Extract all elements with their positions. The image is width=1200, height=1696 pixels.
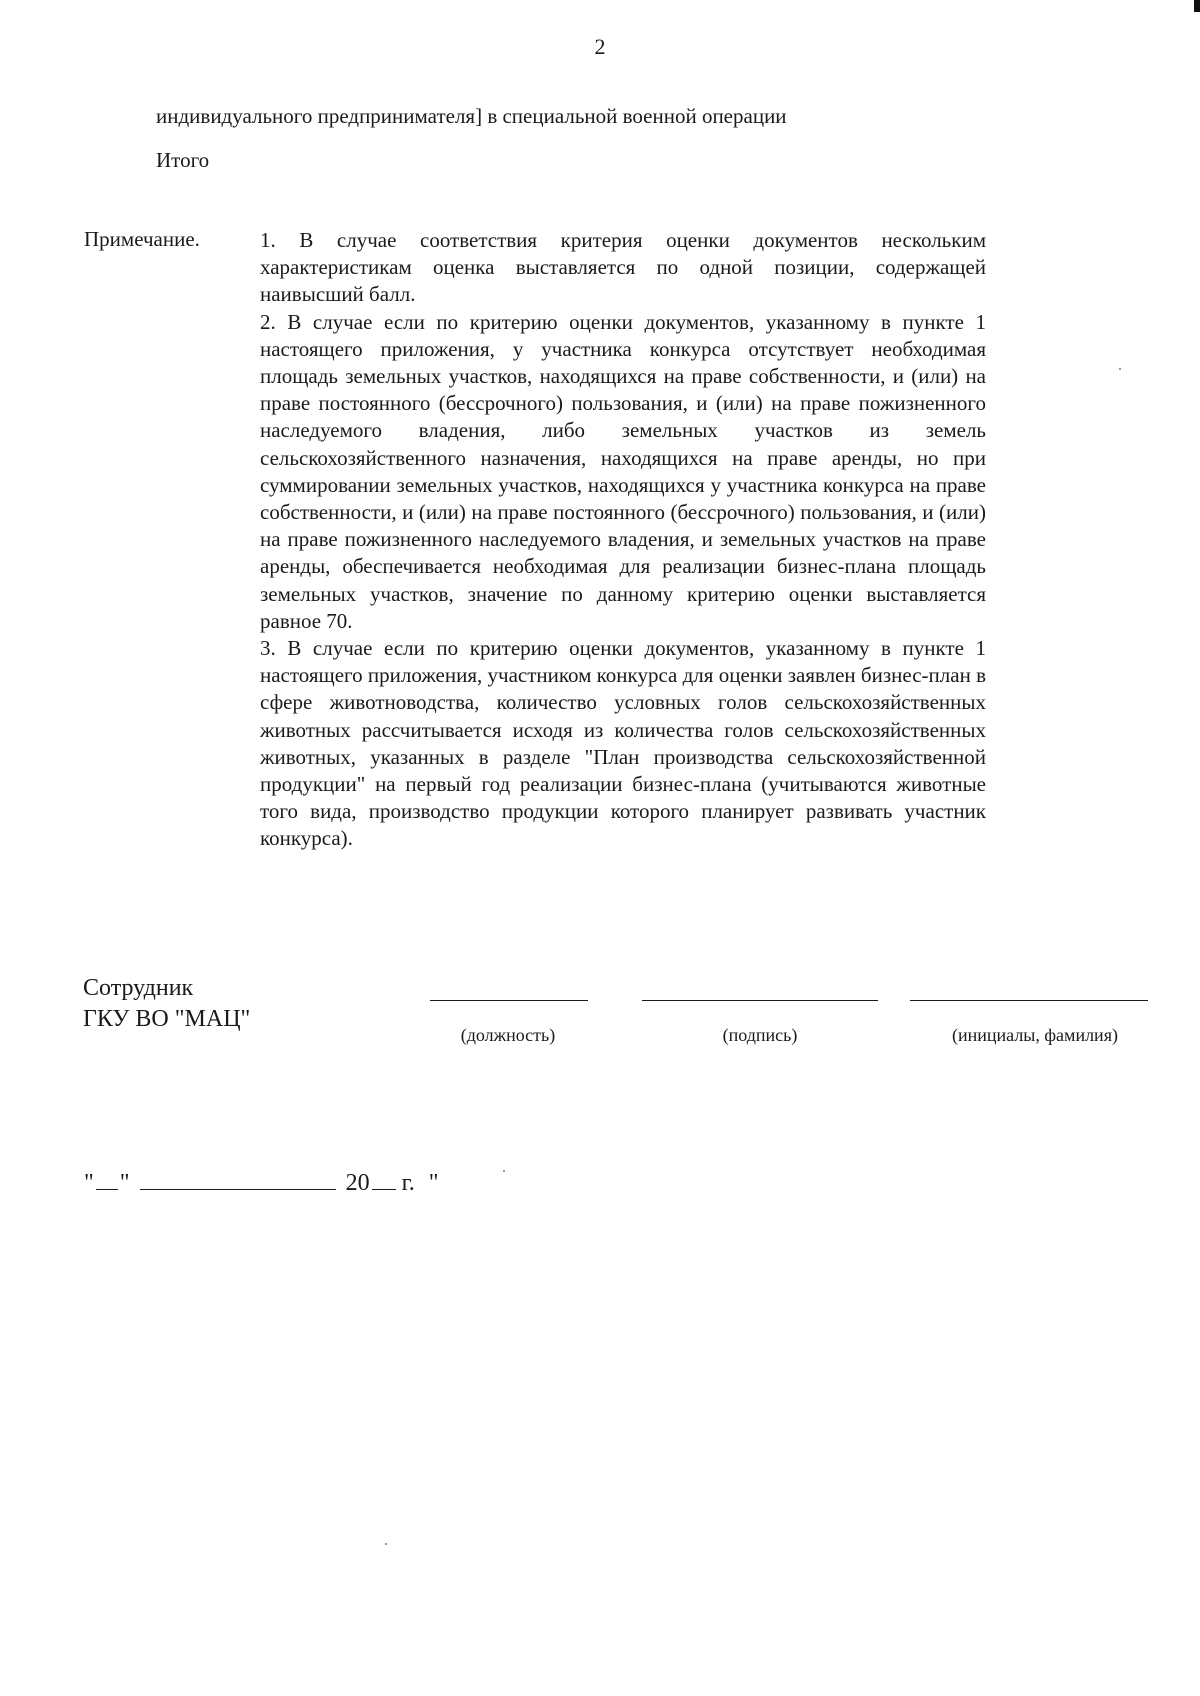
signature-line [642,1000,878,1001]
page-number: 2 [594,34,606,59]
note-item-1: 1. В случае соответствия критерия оценки документов нескольким характеристикам оценка выставляется по одной позиции, содержащей наивысший балл. [260,228,986,307]
table-continuation-text: индивидуального предпринимателя] в специальной военной операции [156,104,787,128]
position-signature-line [430,1000,588,1001]
total-label: Итого [156,148,210,172]
scan-speck [1119,368,1121,370]
date-open-quote: " [84,1170,94,1196]
date-close-quote: " [119,1170,130,1196]
year-suffix: г. [401,1170,415,1196]
signature-caption: (подпись) [722,1025,798,1045]
position-caption: (должность) [460,1025,556,1045]
year-prefix: 20 [345,1170,370,1196]
note-item-3: 3. В случае если по критерию оценки документов, указанному в пункте 1 настоящего приложения, участником конкурса для оценки заявлен бизнес-план в сфере животноводства, количество условных голов сельскохозяйственных животных рассчитывается исходя из количества голов сельскохозяйственных животных, указанных в разделе "План производства сельскохозяйственной продукции" на первый год реализации бизнес-плана (учитываются животные того вида, производство продукции которого планирует развивать участник конкурса). [260,636,986,851]
scan-speck [385,1543,387,1545]
notes-label: Примечание. [84,227,200,251]
date-line [84,1170,439,1197]
scan-edge-mark [1194,0,1200,12]
employee-title [83,973,250,1035]
month-blank [140,1188,336,1190]
employee-organization: ГКУ ВО "МАЦ" [83,1006,251,1032]
notes-list [260,227,986,853]
name-caption: (инициалы, фамилия) [952,1025,1118,1045]
note-item-2: 2. В случае если по критерию оценки документов, указанному в пункте 1 настоящего приложения, у участника конкурса отсутствует необходимая площадь земельных участков, находящихся на праве собственности, и (или) на праве постоянного (бессрочного) пользования, и (или) на праве пожизненного наследуемого владения, либо земельных участков из земель сельскохозяйственного назначения, находящихся на праве аренды, но при суммировании земельных участков, находящихся у участника конкурса на праве собственности, и (или) на праве постоянного (бессрочного) пользования, и (или) на праве пожизненного наследуемого владения, и земельных участков на праве аренды, обеспечивается необходимая для реализации бизнес-плана площадь земельных участков, значение по данному критерию оценки выставляется равное 70. [260,309,986,633]
date-trailing-quote: " [428,1170,439,1196]
employee-role: Сотрудник [83,975,194,1001]
scan-speck [503,1170,505,1172]
name-signature-line [910,1000,1148,1001]
day-blank [96,1188,118,1190]
year-blank [372,1188,396,1190]
